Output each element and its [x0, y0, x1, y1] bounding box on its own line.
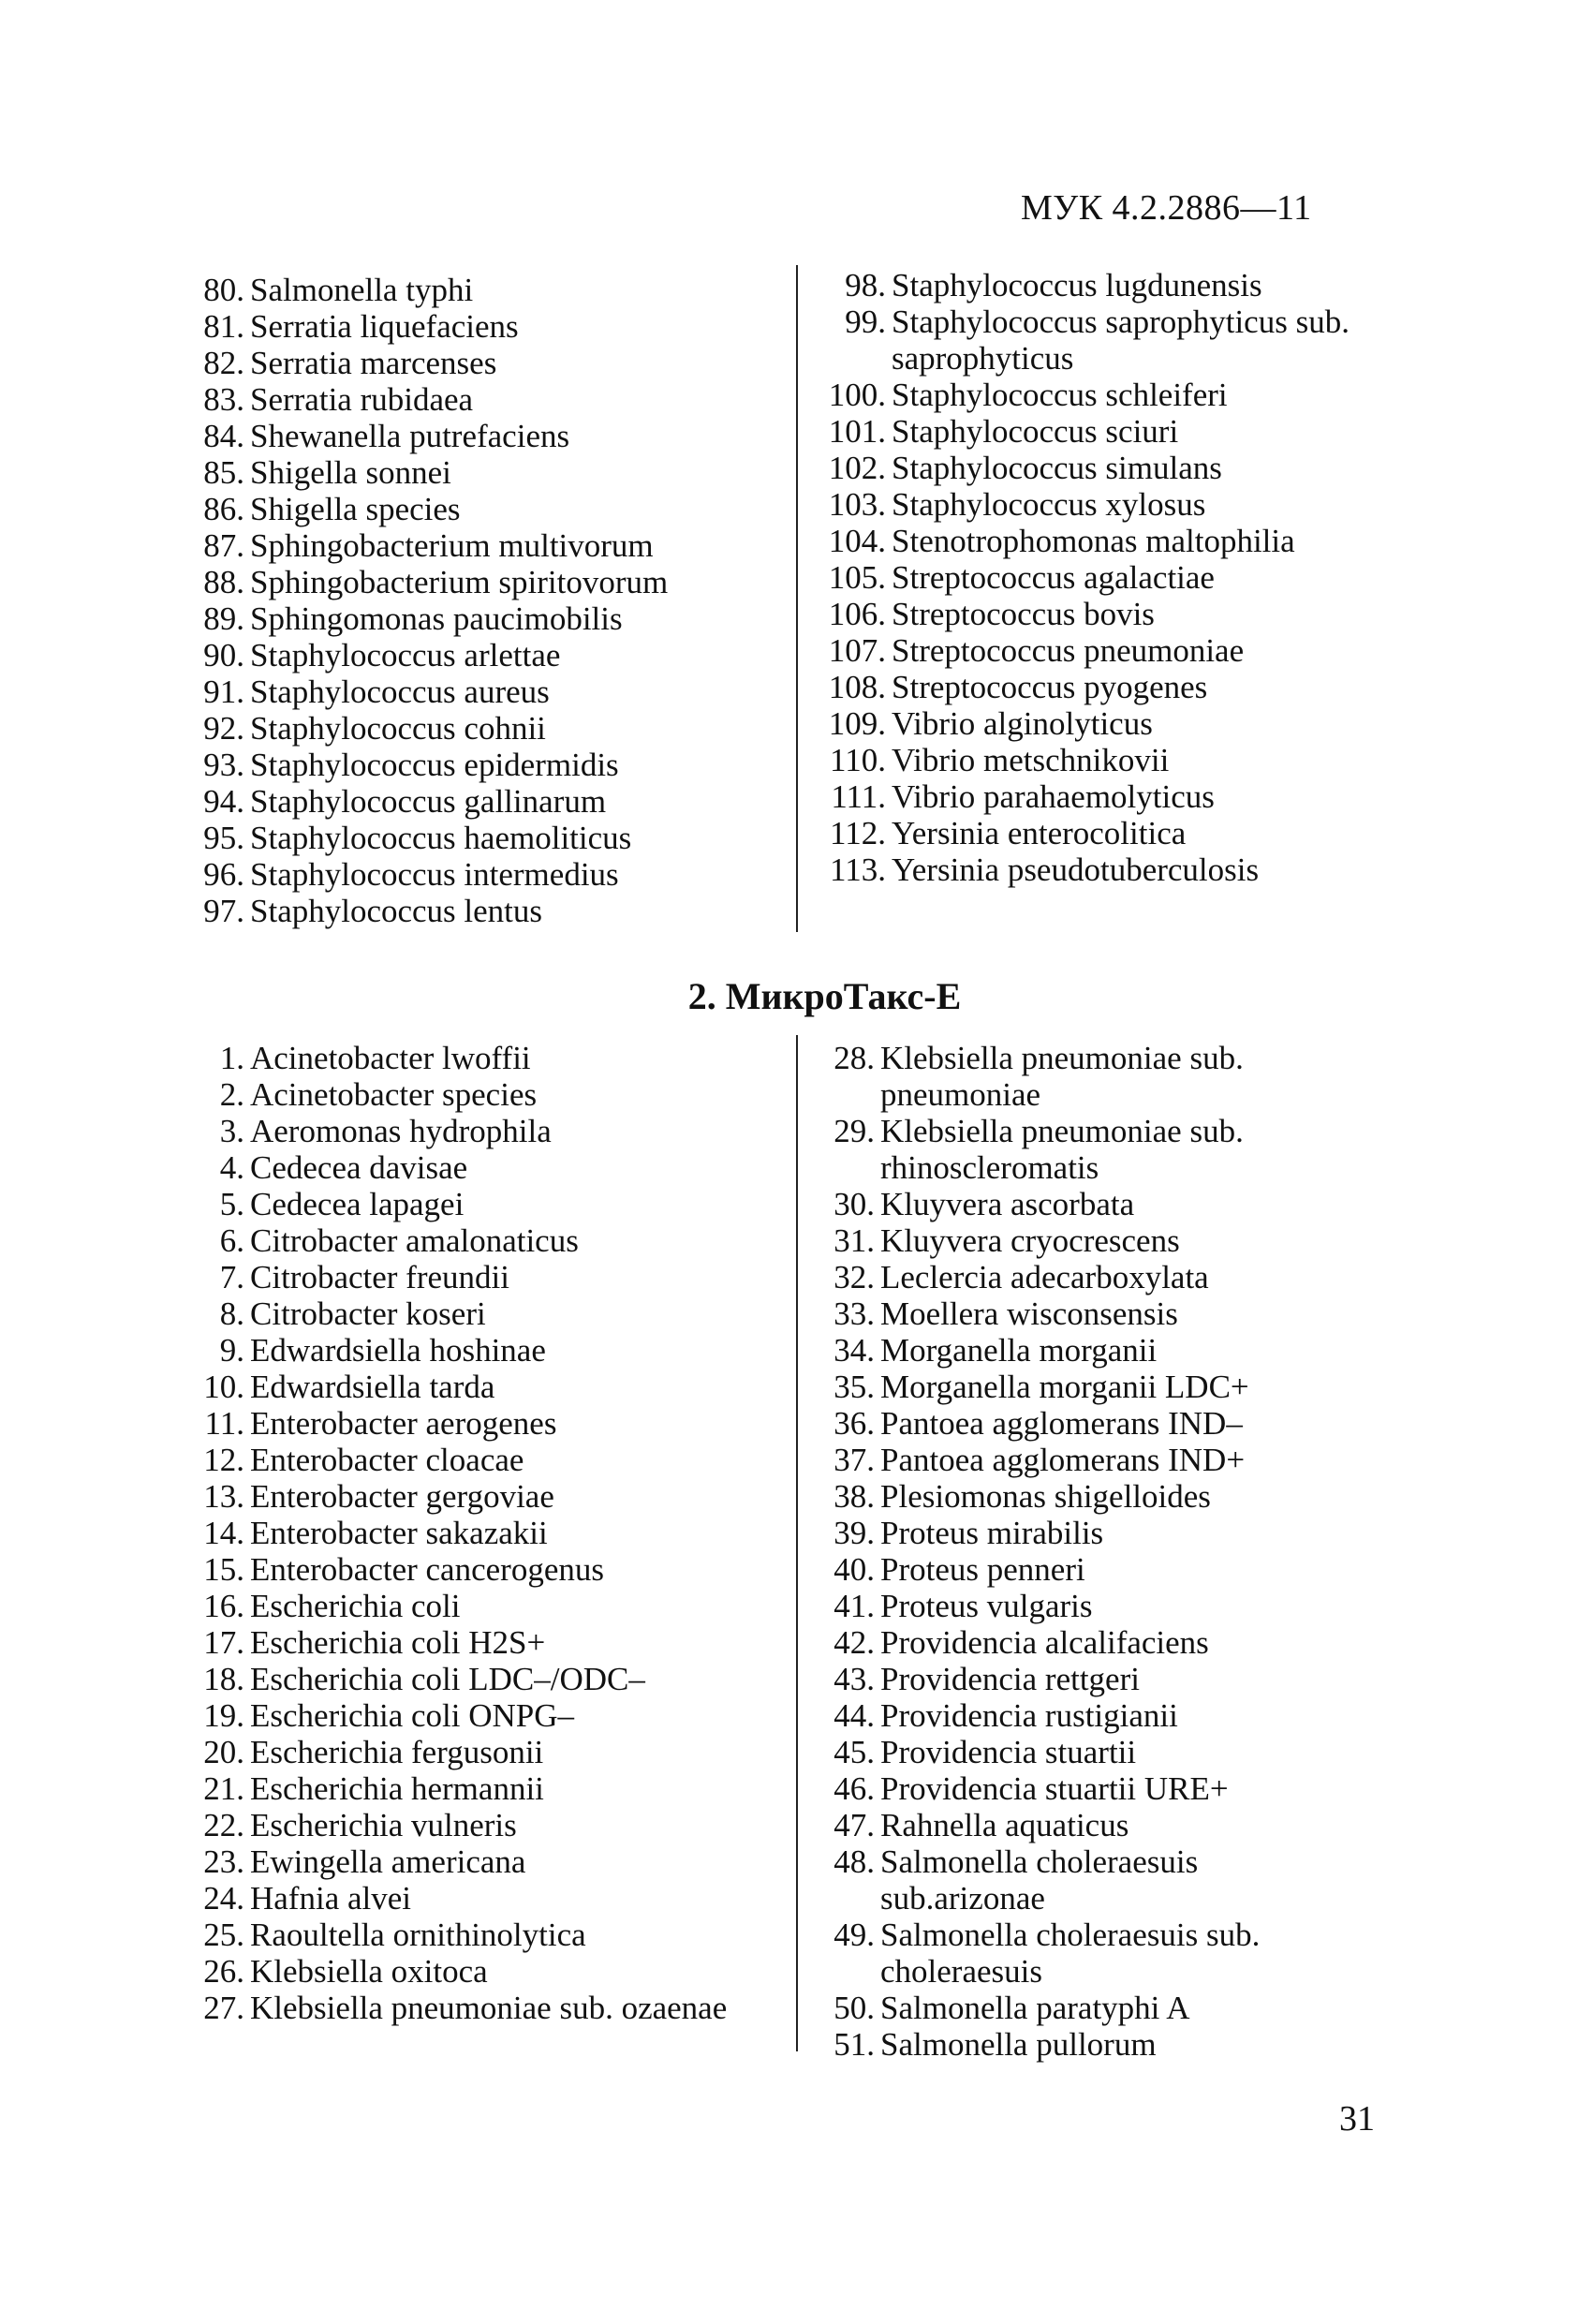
list-item	[822, 851, 1384, 888]
item-number: 6.	[219, 1222, 244, 1259]
list-item	[192, 1917, 791, 1953]
item-number: 87.	[203, 527, 244, 564]
list-item	[192, 1588, 791, 1624]
species-name: Klebsiella oxitoca	[250, 1953, 488, 1990]
list-item	[822, 377, 1384, 413]
species-name: Staphylococcus lugdunensis	[892, 267, 1262, 303]
list-item	[822, 778, 1384, 815]
list-item	[822, 1515, 1347, 1551]
list-item	[822, 1113, 1347, 1186]
list-item	[192, 272, 791, 308]
species-name: Klebsiella pneumoniae sub. pneumoniae	[880, 1040, 1244, 1113]
list-item	[822, 413, 1384, 450]
item-number: 21.	[203, 1770, 244, 1807]
list-item	[822, 632, 1384, 669]
species-name: Edwardsiella hoshinae	[250, 1332, 546, 1369]
section1-right-list	[822, 267, 1384, 888]
list-item	[822, 1442, 1347, 1478]
list-item	[822, 523, 1384, 559]
list-item	[822, 596, 1384, 632]
species-name: Staphylococcus arlettae	[250, 637, 561, 674]
item-number: 94.	[203, 783, 244, 820]
item-number: 107.	[828, 632, 886, 669]
list-item	[192, 600, 791, 637]
species-name: Staphylococcus lentus	[250, 893, 543, 929]
list-item	[192, 345, 791, 381]
list-item	[192, 747, 791, 783]
item-number: 15.	[203, 1551, 244, 1588]
item-number: 38.	[833, 1478, 875, 1515]
species-name: Enterobacter cloacae	[250, 1442, 524, 1478]
species-name: Kluyvera ascorbata	[880, 1186, 1135, 1222]
list-item	[192, 381, 791, 418]
species-name: Klebsiella pneumoniae sub. rhinoscleromatis	[880, 1113, 1244, 1186]
list-item	[192, 491, 791, 527]
list-item	[822, 486, 1384, 523]
list-item	[822, 1478, 1347, 1515]
species-name: Kluyvera cryocrescens	[880, 1222, 1180, 1259]
list-item	[192, 1697, 791, 1734]
item-number: 36.	[833, 1405, 875, 1442]
item-number: 51.	[833, 2026, 875, 2063]
list-item	[822, 1843, 1347, 1917]
list-item	[192, 564, 791, 600]
species-name: Citrobacter amalonaticus	[250, 1222, 579, 1259]
item-number: 39.	[833, 1515, 875, 1551]
species-name: Escherichia vulneris	[250, 1807, 517, 1843]
list-item	[822, 1917, 1347, 1990]
list-item	[192, 527, 791, 564]
list-item	[822, 1551, 1347, 1588]
item-number: 26.	[203, 1953, 244, 1990]
item-number: 28.	[833, 1040, 875, 1076]
species-name: Pantoea agglomerans IND+	[880, 1442, 1246, 1478]
item-number: 111.	[831, 778, 886, 815]
list-item	[822, 1697, 1347, 1734]
item-number: 47.	[833, 1807, 875, 1843]
species-name: Raoultella ornithinolytica	[250, 1917, 586, 1953]
item-number: 97.	[203, 893, 244, 929]
species-name: Shigella species	[250, 491, 461, 527]
item-number: 34.	[833, 1332, 875, 1369]
item-number: 13.	[203, 1478, 244, 1515]
item-number: 98.	[845, 267, 886, 303]
section-title: 2. МикроТакс-Е	[687, 975, 962, 1017]
species-name: Escherichia coli LDC–/ODC–	[250, 1661, 645, 1697]
item-number: 91.	[203, 674, 244, 710]
species-name: Enterobacter gergoviae	[250, 1478, 554, 1515]
species-name: Rahnella aquaticus	[880, 1807, 1129, 1843]
item-number: 37.	[833, 1442, 875, 1478]
species-name: Streptococcus bovis	[892, 596, 1155, 632]
species-name: Cedecea davisae	[250, 1149, 468, 1186]
list-item	[822, 2026, 1347, 2063]
item-number: 106.	[828, 596, 886, 632]
item-number: 83.	[203, 381, 244, 418]
species-name: Acinetobacter lwoffii	[250, 1040, 531, 1076]
list-item	[192, 1076, 791, 1113]
species-name: Morganella morganii LDC+	[880, 1369, 1249, 1405]
list-item	[192, 308, 791, 345]
species-name: Proteus vulgaris	[880, 1588, 1093, 1624]
species-name: Vibrio alginolyticus	[892, 705, 1153, 742]
item-number: 3.	[219, 1113, 244, 1149]
species-name: Salmonella paratyphi A	[880, 1990, 1190, 2026]
list-item	[822, 669, 1384, 705]
list-item	[192, 1369, 791, 1405]
species-name: Providencia stuartii	[880, 1734, 1137, 1770]
item-number: 102.	[828, 450, 886, 486]
species-name: Providencia stuartii URE+	[880, 1770, 1229, 1807]
item-number: 88.	[203, 564, 244, 600]
list-item	[822, 1186, 1347, 1222]
species-name: Providencia alcalifaciens	[880, 1624, 1209, 1661]
species-name: Serratia liquefaciens	[250, 308, 519, 345]
species-name: Morganella morganii	[880, 1332, 1158, 1369]
list-item	[822, 1295, 1347, 1332]
species-name: Streptococcus agalactiae	[892, 559, 1215, 596]
species-name: Salmonella choleraesuis sub. choleraesuis	[880, 1917, 1261, 1990]
item-number: 95.	[203, 820, 244, 856]
species-name: Staphylococcus saprophyticus sub. saprophyticus	[892, 303, 1350, 377]
species-name: Proteus penneri	[880, 1551, 1085, 1588]
section1-left-list	[192, 272, 791, 929]
item-number: 4.	[219, 1149, 244, 1186]
item-number: 92.	[203, 710, 244, 747]
list-item	[192, 1259, 791, 1295]
item-number: 96.	[203, 856, 244, 893]
document-code-header: МУК 4.2.2886—11	[1021, 188, 1312, 228]
species-name: Ewingella americana	[250, 1843, 526, 1880]
species-name: Staphylococcus sciuri	[892, 413, 1179, 450]
item-number: 80.	[203, 272, 244, 308]
species-name: Staphylococcus simulans	[892, 450, 1222, 486]
list-item	[822, 1734, 1347, 1770]
list-item	[192, 1843, 791, 1880]
item-number: 20.	[203, 1734, 244, 1770]
list-item	[192, 1149, 791, 1186]
species-name: Salmonella typhi	[250, 272, 474, 308]
item-number: 2.	[219, 1076, 244, 1113]
list-item	[822, 1040, 1347, 1113]
list-item	[192, 418, 791, 454]
species-name: Proteus mirabilis	[880, 1515, 1104, 1551]
list-item	[822, 1770, 1347, 1807]
item-number: 105.	[828, 559, 886, 596]
item-number: 7.	[219, 1259, 244, 1295]
list-item	[822, 1588, 1347, 1624]
species-name: Vibrio parahaemolyticus	[892, 778, 1215, 815]
list-item	[192, 1515, 791, 1551]
species-name: Escherichia coli ONPG–	[250, 1697, 575, 1734]
species-name: Staphylococcus xylosus	[892, 486, 1206, 523]
item-number: 14.	[203, 1515, 244, 1551]
item-number: 31.	[833, 1222, 875, 1259]
species-name: Cedecea lapagei	[250, 1186, 465, 1222]
item-number: 24.	[203, 1880, 244, 1917]
species-name: Staphylococcus intermedius	[250, 856, 619, 893]
species-name: Shewanella putrefaciens	[250, 418, 570, 454]
list-item	[192, 1222, 791, 1259]
species-name: Providencia rettgeri	[880, 1661, 1140, 1697]
item-number: 104.	[828, 523, 886, 559]
species-name: Moellera wisconsensis	[880, 1295, 1178, 1332]
list-item	[192, 1661, 791, 1697]
item-number: 17.	[203, 1624, 244, 1661]
list-item	[822, 815, 1384, 851]
list-item	[192, 674, 791, 710]
item-number: 90.	[203, 637, 244, 674]
species-name: Vibrio metschnikovii	[892, 742, 1170, 778]
species-name: Salmonella pullorum	[880, 2026, 1157, 2063]
list-item	[822, 1259, 1347, 1295]
item-number: 5.	[219, 1186, 244, 1222]
item-number: 49.	[833, 1917, 875, 1953]
item-number: 22.	[203, 1807, 244, 1843]
item-number: 46.	[833, 1770, 875, 1807]
item-number: 89.	[203, 600, 244, 637]
species-name: Streptococcus pyogenes	[892, 669, 1208, 705]
item-number: 32.	[833, 1259, 875, 1295]
item-number: 16.	[203, 1588, 244, 1624]
species-name: Hafnia alvei	[250, 1880, 411, 1917]
species-name: Klebsiella pneumoniae sub. ozaenae	[250, 1990, 728, 2026]
list-item	[822, 559, 1384, 596]
item-number: 29.	[833, 1113, 875, 1149]
item-number: 9.	[219, 1332, 244, 1369]
item-number: 113.	[830, 851, 886, 888]
list-item	[822, 303, 1384, 377]
list-item	[192, 1734, 791, 1770]
species-name: Edwardsiella tarda	[250, 1369, 495, 1405]
column-divider	[796, 1035, 798, 2051]
species-name: Aeromonas hydrophila	[250, 1113, 552, 1149]
list-item	[192, 1113, 791, 1149]
species-name: Escherichia coli	[250, 1588, 461, 1624]
list-item	[822, 1369, 1347, 1405]
item-number: 44.	[833, 1697, 875, 1734]
list-item	[192, 1990, 791, 2026]
item-number: 35.	[833, 1369, 875, 1405]
list-item	[192, 1186, 791, 1222]
species-name: Sphingobacterium multivorum	[250, 527, 654, 564]
item-number: 11.	[204, 1405, 244, 1442]
item-number: 82.	[203, 345, 244, 381]
list-item	[822, 1807, 1347, 1843]
species-name: Stenotrophomonas maltophilia	[892, 523, 1295, 559]
list-item	[192, 1807, 791, 1843]
item-number: 101.	[828, 413, 886, 450]
item-number: 99.	[845, 303, 886, 340]
item-number: 30.	[833, 1186, 875, 1222]
item-number: 112.	[830, 815, 886, 851]
item-number: 42.	[833, 1624, 875, 1661]
species-name: Serratia rubidaea	[250, 381, 474, 418]
item-number: 23.	[203, 1843, 244, 1880]
species-name: Staphylococcus epidermidis	[250, 747, 619, 783]
item-number: 10.	[203, 1369, 244, 1405]
species-name: Serratia marcenses	[250, 345, 497, 381]
item-number: 41.	[833, 1588, 875, 1624]
item-number: 108.	[828, 669, 886, 705]
item-number: 1.	[219, 1040, 244, 1076]
item-number: 81.	[203, 308, 244, 345]
list-item	[822, 742, 1384, 778]
species-name: Salmonella choleraesuis sub.arizonae	[880, 1843, 1199, 1917]
list-item	[192, 1442, 791, 1478]
list-item	[192, 1295, 791, 1332]
list-item	[192, 893, 791, 929]
list-item	[192, 1551, 791, 1588]
item-number: 85.	[203, 454, 244, 491]
list-item	[192, 1040, 791, 1076]
list-item	[822, 1222, 1347, 1259]
species-name: Shigella sonnei	[250, 454, 451, 491]
item-number: 84.	[203, 418, 244, 454]
species-name: Pantoea agglomerans IND–	[880, 1405, 1243, 1442]
list-item	[192, 1880, 791, 1917]
list-item	[822, 1661, 1347, 1697]
list-item	[192, 856, 791, 893]
list-item	[192, 1624, 791, 1661]
list-item	[822, 267, 1384, 303]
species-name: Acinetobacter species	[250, 1076, 538, 1113]
list-item	[192, 710, 791, 747]
item-number: 40.	[833, 1551, 875, 1588]
species-name: Streptococcus pneumoniae	[892, 632, 1245, 669]
list-item	[822, 1332, 1347, 1369]
species-name: Sphingobacterium spiritovorum	[250, 564, 669, 600]
species-name: Staphylococcus schleiferi	[892, 377, 1228, 413]
species-name: Citrobacter freundii	[250, 1259, 509, 1295]
list-item	[192, 783, 791, 820]
species-name: Yersinia pseudotuberculosis	[892, 851, 1260, 888]
item-number: 27.	[203, 1990, 244, 2026]
item-number: 86.	[203, 491, 244, 527]
species-name: Staphylococcus haemoliticus	[250, 820, 632, 856]
species-name: Staphylococcus aureus	[250, 674, 550, 710]
item-number: 33.	[833, 1295, 875, 1332]
list-item	[192, 820, 791, 856]
item-number: 45.	[833, 1734, 875, 1770]
species-name: Sphingomonas paucimobilis	[250, 600, 623, 637]
species-name: Leclercia adecarboxylata	[880, 1259, 1209, 1295]
list-item	[192, 1405, 791, 1442]
item-number: 110.	[830, 742, 886, 778]
item-number: 25.	[203, 1917, 244, 1953]
list-item	[822, 705, 1384, 742]
item-number: 43.	[833, 1661, 875, 1697]
species-name: Escherichia fergusonii	[250, 1734, 544, 1770]
column-divider	[796, 265, 798, 932]
item-number: 18.	[203, 1661, 244, 1697]
item-number: 100.	[828, 377, 886, 413]
item-number: 50.	[833, 1990, 875, 2026]
item-number: 8.	[219, 1295, 244, 1332]
page-number: 31	[1339, 2099, 1375, 2139]
species-name: Enterobacter aerogenes	[250, 1405, 557, 1442]
item-number: 103.	[828, 486, 886, 523]
species-name: Escherichia coli H2S+	[250, 1624, 546, 1661]
list-item	[822, 450, 1384, 486]
list-item	[192, 454, 791, 491]
section2-left-list	[192, 1040, 791, 2026]
species-name: Staphylococcus cohnii	[250, 710, 546, 747]
species-name: Plesiomonas shigelloides	[880, 1478, 1211, 1515]
species-name: Yersinia enterocolitica	[892, 815, 1187, 851]
species-name: Providencia rustigianii	[880, 1697, 1178, 1734]
section2-right-list	[822, 1040, 1347, 2063]
species-name: Escherichia hermannii	[250, 1770, 544, 1807]
list-item	[192, 1332, 791, 1369]
list-item	[192, 637, 791, 674]
species-name: Enterobacter cancerogenus	[250, 1551, 604, 1588]
list-item	[822, 1990, 1347, 2026]
species-name: Enterobacter sakazakii	[250, 1515, 548, 1551]
list-item	[192, 1478, 791, 1515]
item-number: 93.	[203, 747, 244, 783]
list-item	[822, 1405, 1347, 1442]
item-number: 19.	[203, 1697, 244, 1734]
item-number: 12.	[203, 1442, 244, 1478]
list-item	[192, 1770, 791, 1807]
list-item	[822, 1624, 1347, 1661]
list-item	[192, 1953, 791, 1990]
item-number: 48.	[833, 1843, 875, 1880]
species-name: Citrobacter koseri	[250, 1295, 486, 1332]
species-name: Staphylococcus gallinarum	[250, 783, 607, 820]
item-number: 109.	[828, 705, 886, 742]
